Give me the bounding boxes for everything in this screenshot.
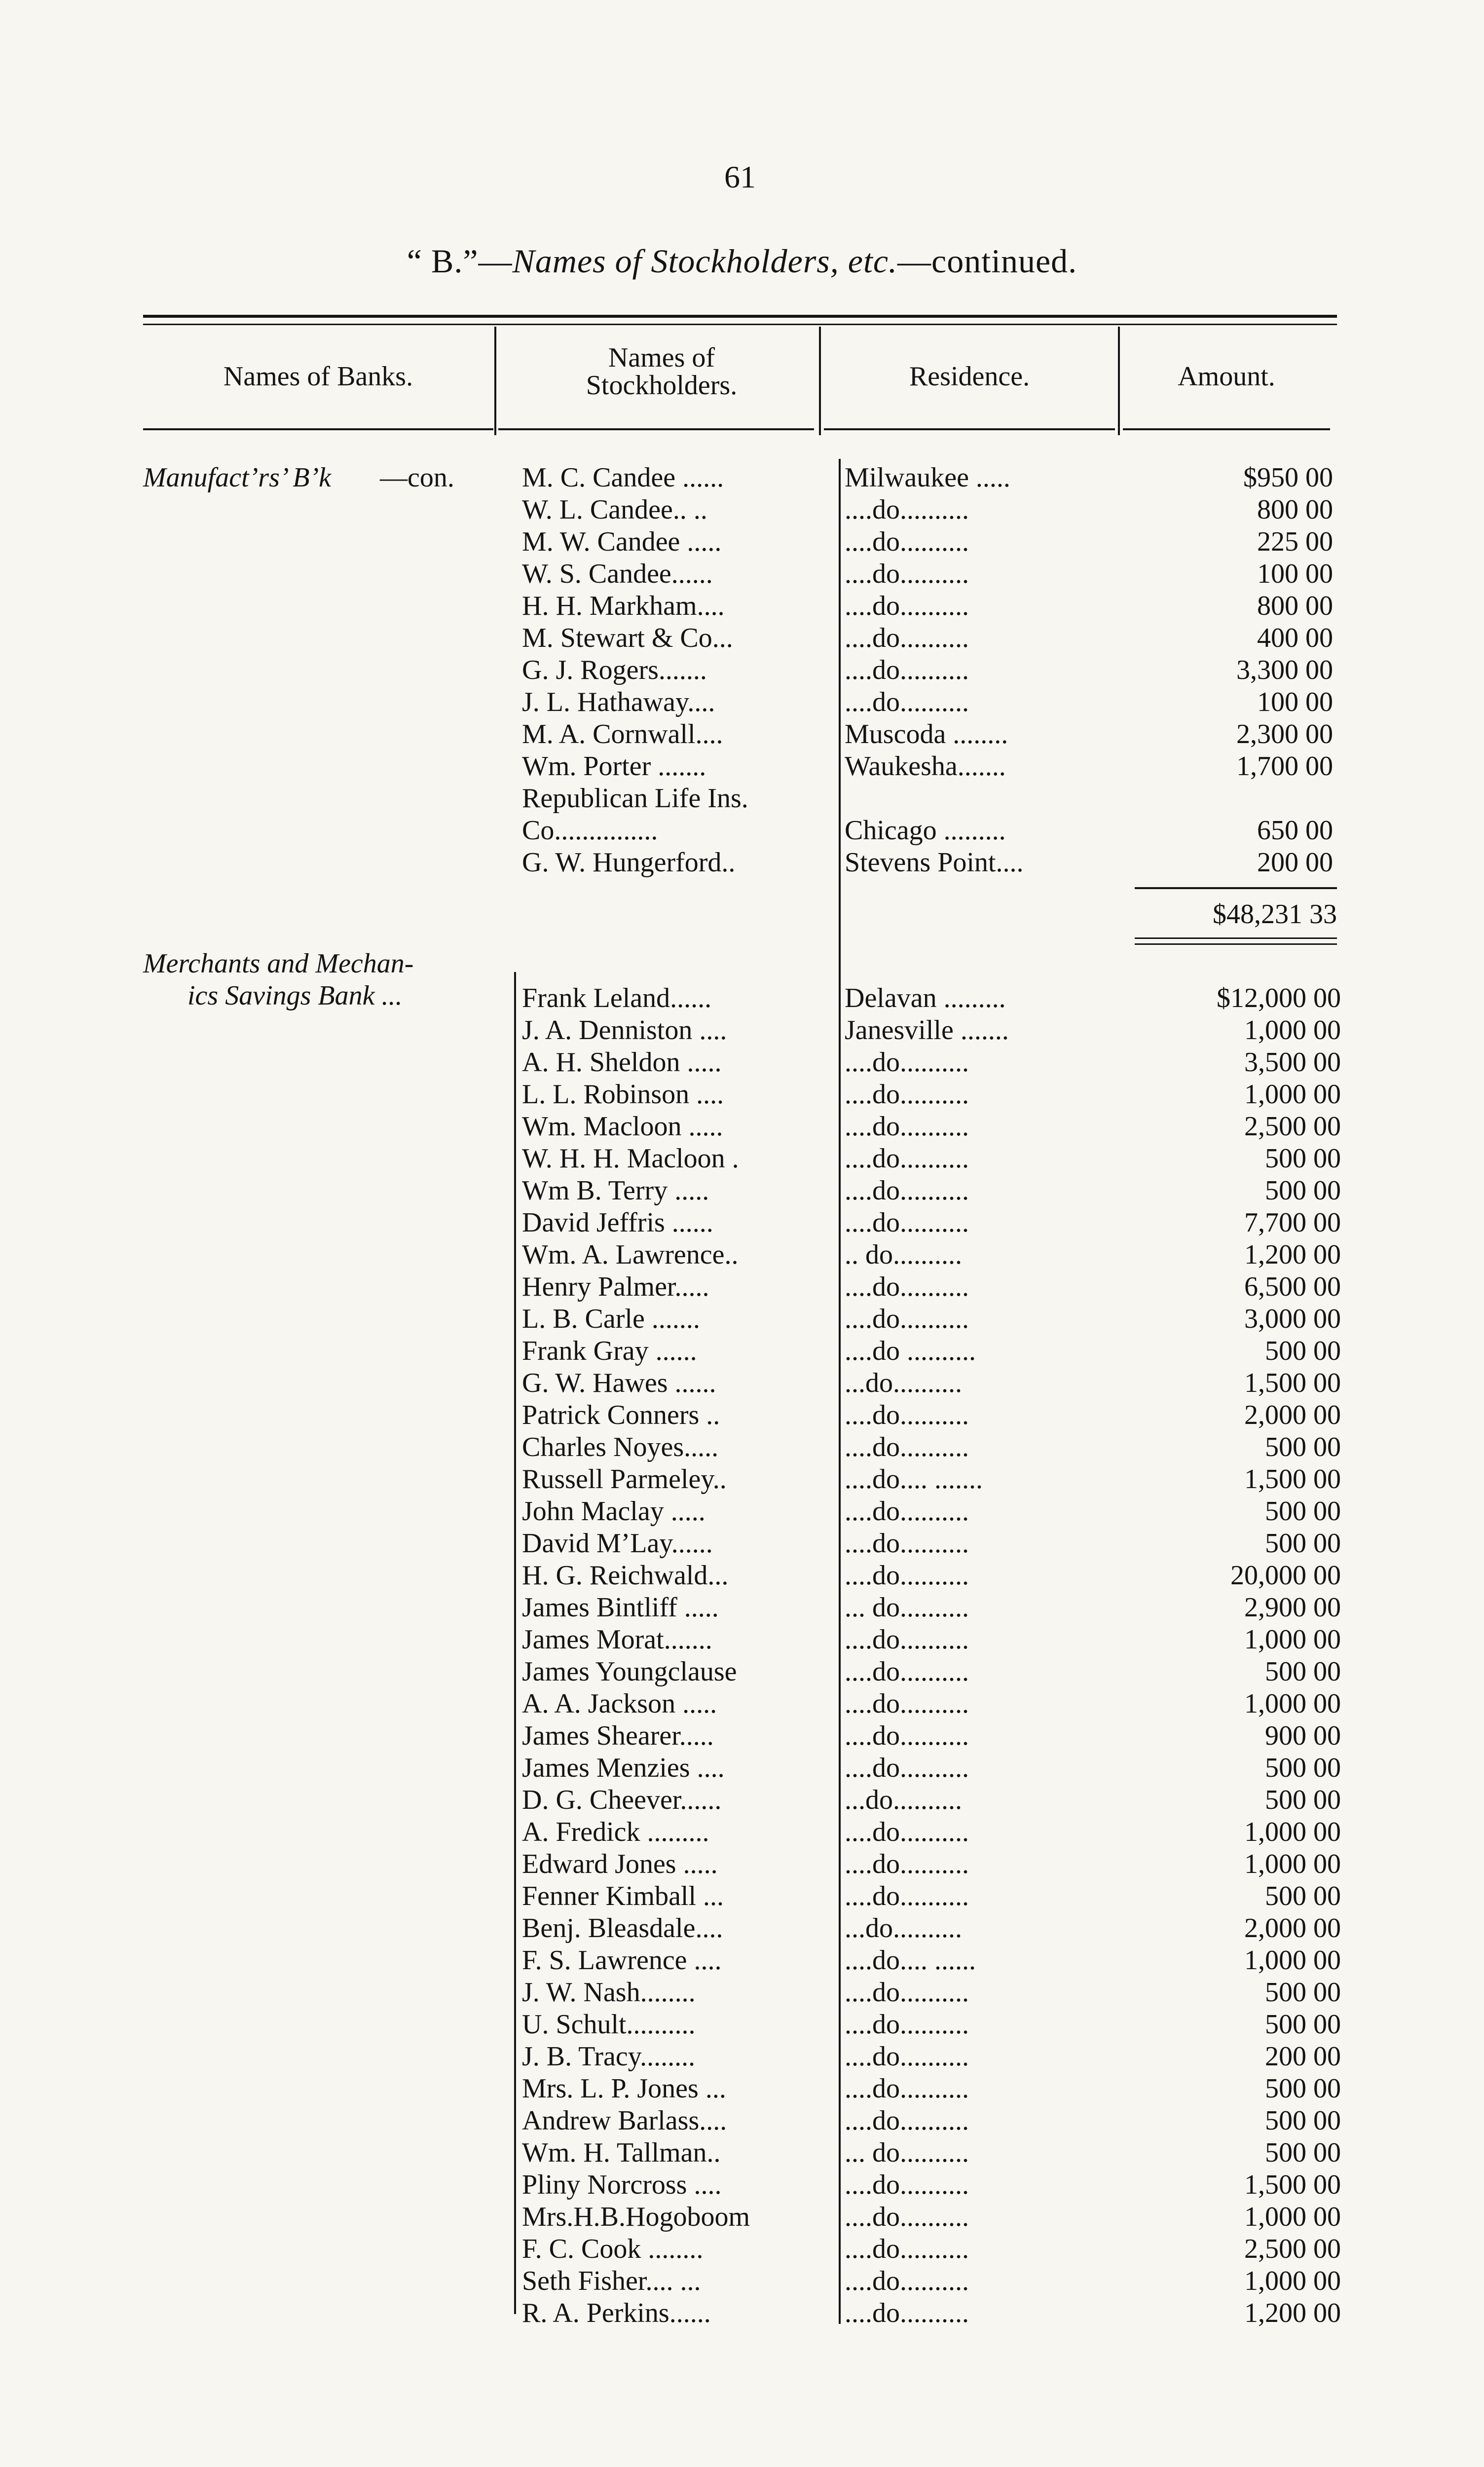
residence: ....do.......... (845, 2266, 969, 2296)
residence: ....do.......... (845, 2298, 969, 2328)
header-residence: Residence. (909, 361, 1030, 392)
stockholder-name: U. Schult.......... (522, 2009, 696, 2040)
residence: ....do.......... (845, 591, 969, 621)
amount: 1,000 00 (1244, 2266, 1341, 2296)
top-rule-thick (143, 315, 1337, 318)
stockholder-name: G. W. Hungerford.. (522, 847, 736, 878)
total-double-rule-1 (1135, 937, 1337, 939)
amount: 1,000 00 (1244, 2202, 1341, 2232)
stockholder-name: A. Fredick ......... (522, 1817, 709, 1847)
stockholder-name: David Jeffris ...... (522, 1207, 713, 1238)
residence: ....do.......... (845, 1175, 969, 1206)
residence: ....do.......... (845, 1528, 969, 1559)
amount: 500 00 (1265, 1881, 1341, 1911)
amount: 2,500 00 (1244, 2234, 1341, 2264)
residence: ....do.......... (845, 1977, 969, 2008)
residence: Chicago ......... (845, 815, 1006, 846)
residence: ....do.......... (845, 1624, 969, 1655)
stockholder-name: Wm B. Terry ..... (522, 1175, 709, 1206)
amount: 500 00 (1265, 1175, 1341, 1206)
stockholder-name: F. C. Cook ........ (522, 2234, 704, 2264)
amount: 500 00 (1265, 2009, 1341, 2040)
amount: 500 00 (1265, 1785, 1341, 1815)
residence: .. do.......... (845, 1239, 962, 1270)
residence: ....do.......... (845, 1849, 969, 1879)
stockholder-name: Frank Gray ...... (522, 1336, 697, 1366)
residence: ....do.......... (845, 2073, 969, 2104)
stockholder-name: R. A. Perkins...... (522, 2298, 711, 2328)
stockholder-name: David M’Lay...... (522, 1528, 713, 1559)
top-rule-thin (143, 324, 1337, 325)
residence: ....do.......... (845, 1496, 969, 1527)
residence: ....do.......... (845, 1720, 969, 1751)
stockholder-name: Pliny Norcross .... (522, 2169, 722, 2200)
stockholder-name: W. S. Candee...... (522, 559, 713, 589)
stockholder-name: Benj. Bleasdale.... (522, 1913, 723, 1944)
residence: Milwaukee ..... (845, 462, 1010, 493)
amount: 2,000 00 (1244, 1913, 1341, 1944)
residence: ....do.......... (845, 526, 969, 557)
residence: ....do.......... (845, 1656, 969, 1687)
amount: 1,500 00 (1244, 1464, 1341, 1495)
residence: ... do.......... (845, 2137, 969, 2168)
stockholder-name: G. J. Rogers....... (522, 655, 707, 685)
amount: 6,500 00 (1244, 1271, 1341, 1302)
amount: 500 00 (1265, 1496, 1341, 1527)
stockholder-name: Mrs. L. P. Jones ... (522, 2073, 726, 2104)
amount: 500 00 (1265, 1528, 1341, 1559)
stockholder-name: Seth Fisher.... ... (522, 2266, 701, 2296)
stockholder-name: Frank Leland...... (522, 983, 712, 1013)
residence: Janesville ....... (845, 1015, 1009, 1046)
column-divider-2 (819, 327, 821, 435)
amount: 1,000 00 (1244, 1817, 1341, 1847)
residence: Waukesha....... (845, 751, 1006, 782)
amount: 500 00 (1265, 1656, 1341, 1687)
residence: ....do.... ...... (845, 1945, 976, 1976)
amount: 1,000 00 (1244, 1688, 1341, 1719)
residence: ....do.......... (845, 1047, 969, 1078)
residence: ....do.......... (845, 2202, 969, 2232)
subtotal-rule (1135, 887, 1337, 889)
amount: 1,200 00 (1244, 1239, 1341, 1270)
total-double-rule-2 (1135, 943, 1337, 945)
stockholder-name: James Bintliff ..... (522, 1592, 719, 1623)
header-bank: Names of Banks. (223, 361, 413, 392)
amount: 3,000 00 (1244, 1304, 1341, 1334)
residence: ....do.......... (845, 687, 969, 717)
residence: ...do.......... (845, 1368, 962, 1398)
residence: ....do.......... (845, 1271, 969, 1302)
residence: ....do.......... (845, 1560, 969, 1591)
residence: ....do.......... (845, 1079, 969, 1110)
bank-name: Merchants and Mechan- (143, 948, 414, 979)
amount: 500 00 (1265, 1143, 1341, 1174)
stockholder-name: L. L. Robinson .... (522, 1079, 724, 1110)
residence: ....do.......... (845, 1111, 969, 1142)
stockholder-name: J. A. Denniston .... (522, 1015, 727, 1046)
amount: 1,000 00 (1244, 1945, 1341, 1976)
amount: 650 00 (1257, 815, 1333, 846)
column-divider-1 (494, 327, 496, 435)
residence: ... do.......... (845, 1592, 969, 1623)
stockholder-name: Patrick Conners .. (522, 1400, 720, 1430)
residence: ....do.......... (845, 494, 969, 525)
amount: 500 00 (1265, 1336, 1341, 1366)
group-total: $48,231 33 (1213, 899, 1337, 930)
stockholder-name: J. B. Tracy........ (522, 2041, 696, 2072)
stockholder-name: Fenner Kimball ... (522, 1881, 724, 1911)
stockholder-name: A. H. Sheldon ..... (522, 1047, 722, 1078)
amount: 3,300 00 (1236, 655, 1333, 685)
amount: 200 00 (1257, 847, 1333, 878)
stockholder-name: Mrs.H.B.Hogoboom (522, 2202, 750, 2232)
stockholder-name: F. S. Lawrence .... (522, 1945, 722, 1976)
residence: ...do.......... (845, 1913, 962, 1944)
residence: ....do.......... (845, 2105, 969, 2136)
body-divider-residence (839, 459, 841, 2324)
amount: 7,700 00 (1244, 1207, 1341, 1238)
header-stockholder: Names of Stockholders. (586, 342, 738, 401)
stockholder-name: Republican Life Ins. (522, 783, 748, 814)
title-suffix: —continued. (897, 242, 1077, 280)
stockholder-name: Wm. A. Lawrence.. (522, 1239, 739, 1270)
amount: $12,000 00 (1217, 983, 1341, 1013)
amount: 500 00 (1265, 1977, 1341, 2008)
residence: Stevens Point.... (845, 847, 1024, 878)
amount: 1,500 00 (1244, 1368, 1341, 1398)
page-number: 61 (724, 159, 756, 194)
bank-name: Manufact’rs’ B’k (143, 462, 332, 493)
header-rule-residence (824, 428, 1115, 430)
stockholder-name: J. W. Nash........ (522, 1977, 696, 2008)
title-prefix: “ B.”— (407, 242, 513, 280)
residence: ....do.......... (845, 2041, 969, 2072)
amount: 100 00 (1257, 687, 1333, 717)
amount: 100 00 (1257, 559, 1333, 589)
stockholder-name: Edward Jones ..... (522, 1849, 718, 1879)
stockholder-name: Henry Palmer..... (522, 1271, 709, 1302)
amount: 500 00 (1265, 2137, 1341, 2168)
amount: 1,000 00 (1244, 1624, 1341, 1655)
stockholder-name: Charles Noyes..... (522, 1432, 719, 1462)
stockholder-name: James Youngclause (522, 1656, 737, 1687)
residence: ....do.......... (845, 2009, 969, 2040)
amount: 1,000 00 (1244, 1015, 1341, 1046)
stockholder-name: John Maclay ..... (522, 1496, 705, 1527)
amount: 800 00 (1257, 591, 1333, 621)
residence: ....do.......... (845, 655, 969, 685)
stockholder-name: L. B. Carle ....... (522, 1304, 700, 1334)
amount: 2,500 00 (1244, 1111, 1341, 1142)
amount: 400 00 (1257, 623, 1333, 653)
amount: 200 00 (1265, 2041, 1341, 2072)
amount: 2,300 00 (1236, 719, 1333, 749)
stockholder-name: James Menzies .... (522, 1753, 725, 1783)
residence: ....do.......... (845, 2234, 969, 2264)
stockholder-name: Wm. H. Tallman.. (522, 2137, 721, 2168)
amount: 2,900 00 (1244, 1592, 1341, 1623)
stockholder-name: M. A. Cornwall.... (522, 719, 723, 749)
residence: ....do.......... (845, 1207, 969, 1238)
stockholder-name: Russell Parmeley.. (522, 1464, 727, 1495)
amount: 2,000 00 (1244, 1400, 1341, 1430)
stockholder-name: James Morat....... (522, 1624, 712, 1655)
stockholder-name: Wm. Macloon ..... (522, 1111, 723, 1142)
residence: ....do.......... (845, 1400, 969, 1430)
amount: 500 00 (1265, 2105, 1341, 2136)
amount: 1,700 00 (1236, 751, 1333, 782)
column-divider-3 (1118, 327, 1120, 435)
amount: 800 00 (1257, 494, 1333, 525)
residence: Delavan ......... (845, 983, 1006, 1013)
title-italic: Names of Stockholders, etc. (512, 242, 898, 280)
stockholder-name: G. W. Hawes ...... (522, 1368, 716, 1398)
stockholder-name: D. G. Cheever...... (522, 1785, 722, 1815)
stockholder-name: James Shearer..... (522, 1720, 714, 1751)
residence: ....do.......... (845, 1432, 969, 1462)
residence: ....do.......... (845, 559, 969, 589)
amount: 1,000 00 (1244, 1849, 1341, 1879)
residence: ....do.......... (845, 623, 969, 653)
stockholder-name: W. L. Candee.. .. (522, 494, 707, 525)
amount: 500 00 (1265, 2073, 1341, 2104)
running-title (0, 242, 1484, 281)
residence: ....do.......... (845, 1753, 969, 1783)
residence: ....do.... ....... (845, 1464, 983, 1495)
stockholder-name: Co............... (522, 815, 658, 846)
stockholder-name: J. L. Hathaway.... (522, 687, 715, 717)
residence: ....do.......... (845, 1817, 969, 1847)
residence: ....do .......... (845, 1336, 976, 1366)
residence: ....do.......... (845, 1143, 969, 1174)
stockholder-name: H. H. Markham.... (522, 591, 725, 621)
stockholder-name: A. A. Jackson ..... (522, 1688, 717, 1719)
stockholder-name: Wm. Porter ....... (522, 751, 706, 782)
residence: Muscoda ........ (845, 719, 1008, 749)
amount: 500 00 (1265, 1753, 1341, 1783)
header-rule-bank (143, 428, 493, 430)
amount: 1,000 00 (1244, 1079, 1341, 1110)
residence: ....do.......... (845, 1688, 969, 1719)
stockholder-name: M. W. Candee ..... (522, 526, 722, 557)
amount: $950 00 (1243, 462, 1333, 493)
residence: ....do.......... (845, 1304, 969, 1334)
residence: ....do.......... (845, 2169, 969, 2200)
stockholder-name: W. H. H. Macloon . (522, 1143, 739, 1174)
amount: 1,200 00 (1244, 2298, 1341, 2328)
header-rule-stockholder (498, 428, 814, 430)
amount: 3,500 00 (1244, 1047, 1341, 1078)
body-divider-name (514, 972, 516, 2314)
bank-continued-suffix: —con. (380, 462, 454, 493)
header-amount: Amount. (1178, 361, 1275, 392)
amount: 500 00 (1265, 1432, 1341, 1462)
stockholder-name: Andrew Barlass.... (522, 2105, 727, 2136)
stockholder-name: M. C. Candee ...... (522, 462, 724, 493)
amount: 20,000 00 (1230, 1560, 1341, 1591)
amount: 900 00 (1265, 1720, 1341, 1751)
header-rule-amount (1123, 428, 1330, 430)
bank-name: ics Savings Bank ... (187, 980, 403, 1011)
stockholder-name: H. G. Reichwald... (522, 1560, 729, 1591)
residence: ...do.......... (845, 1785, 962, 1815)
residence: ....do.......... (845, 1881, 969, 1911)
stockholder-name: M. Stewart & Co... (522, 623, 733, 653)
amount: 225 00 (1257, 526, 1333, 557)
amount: 1,500 00 (1244, 2169, 1341, 2200)
